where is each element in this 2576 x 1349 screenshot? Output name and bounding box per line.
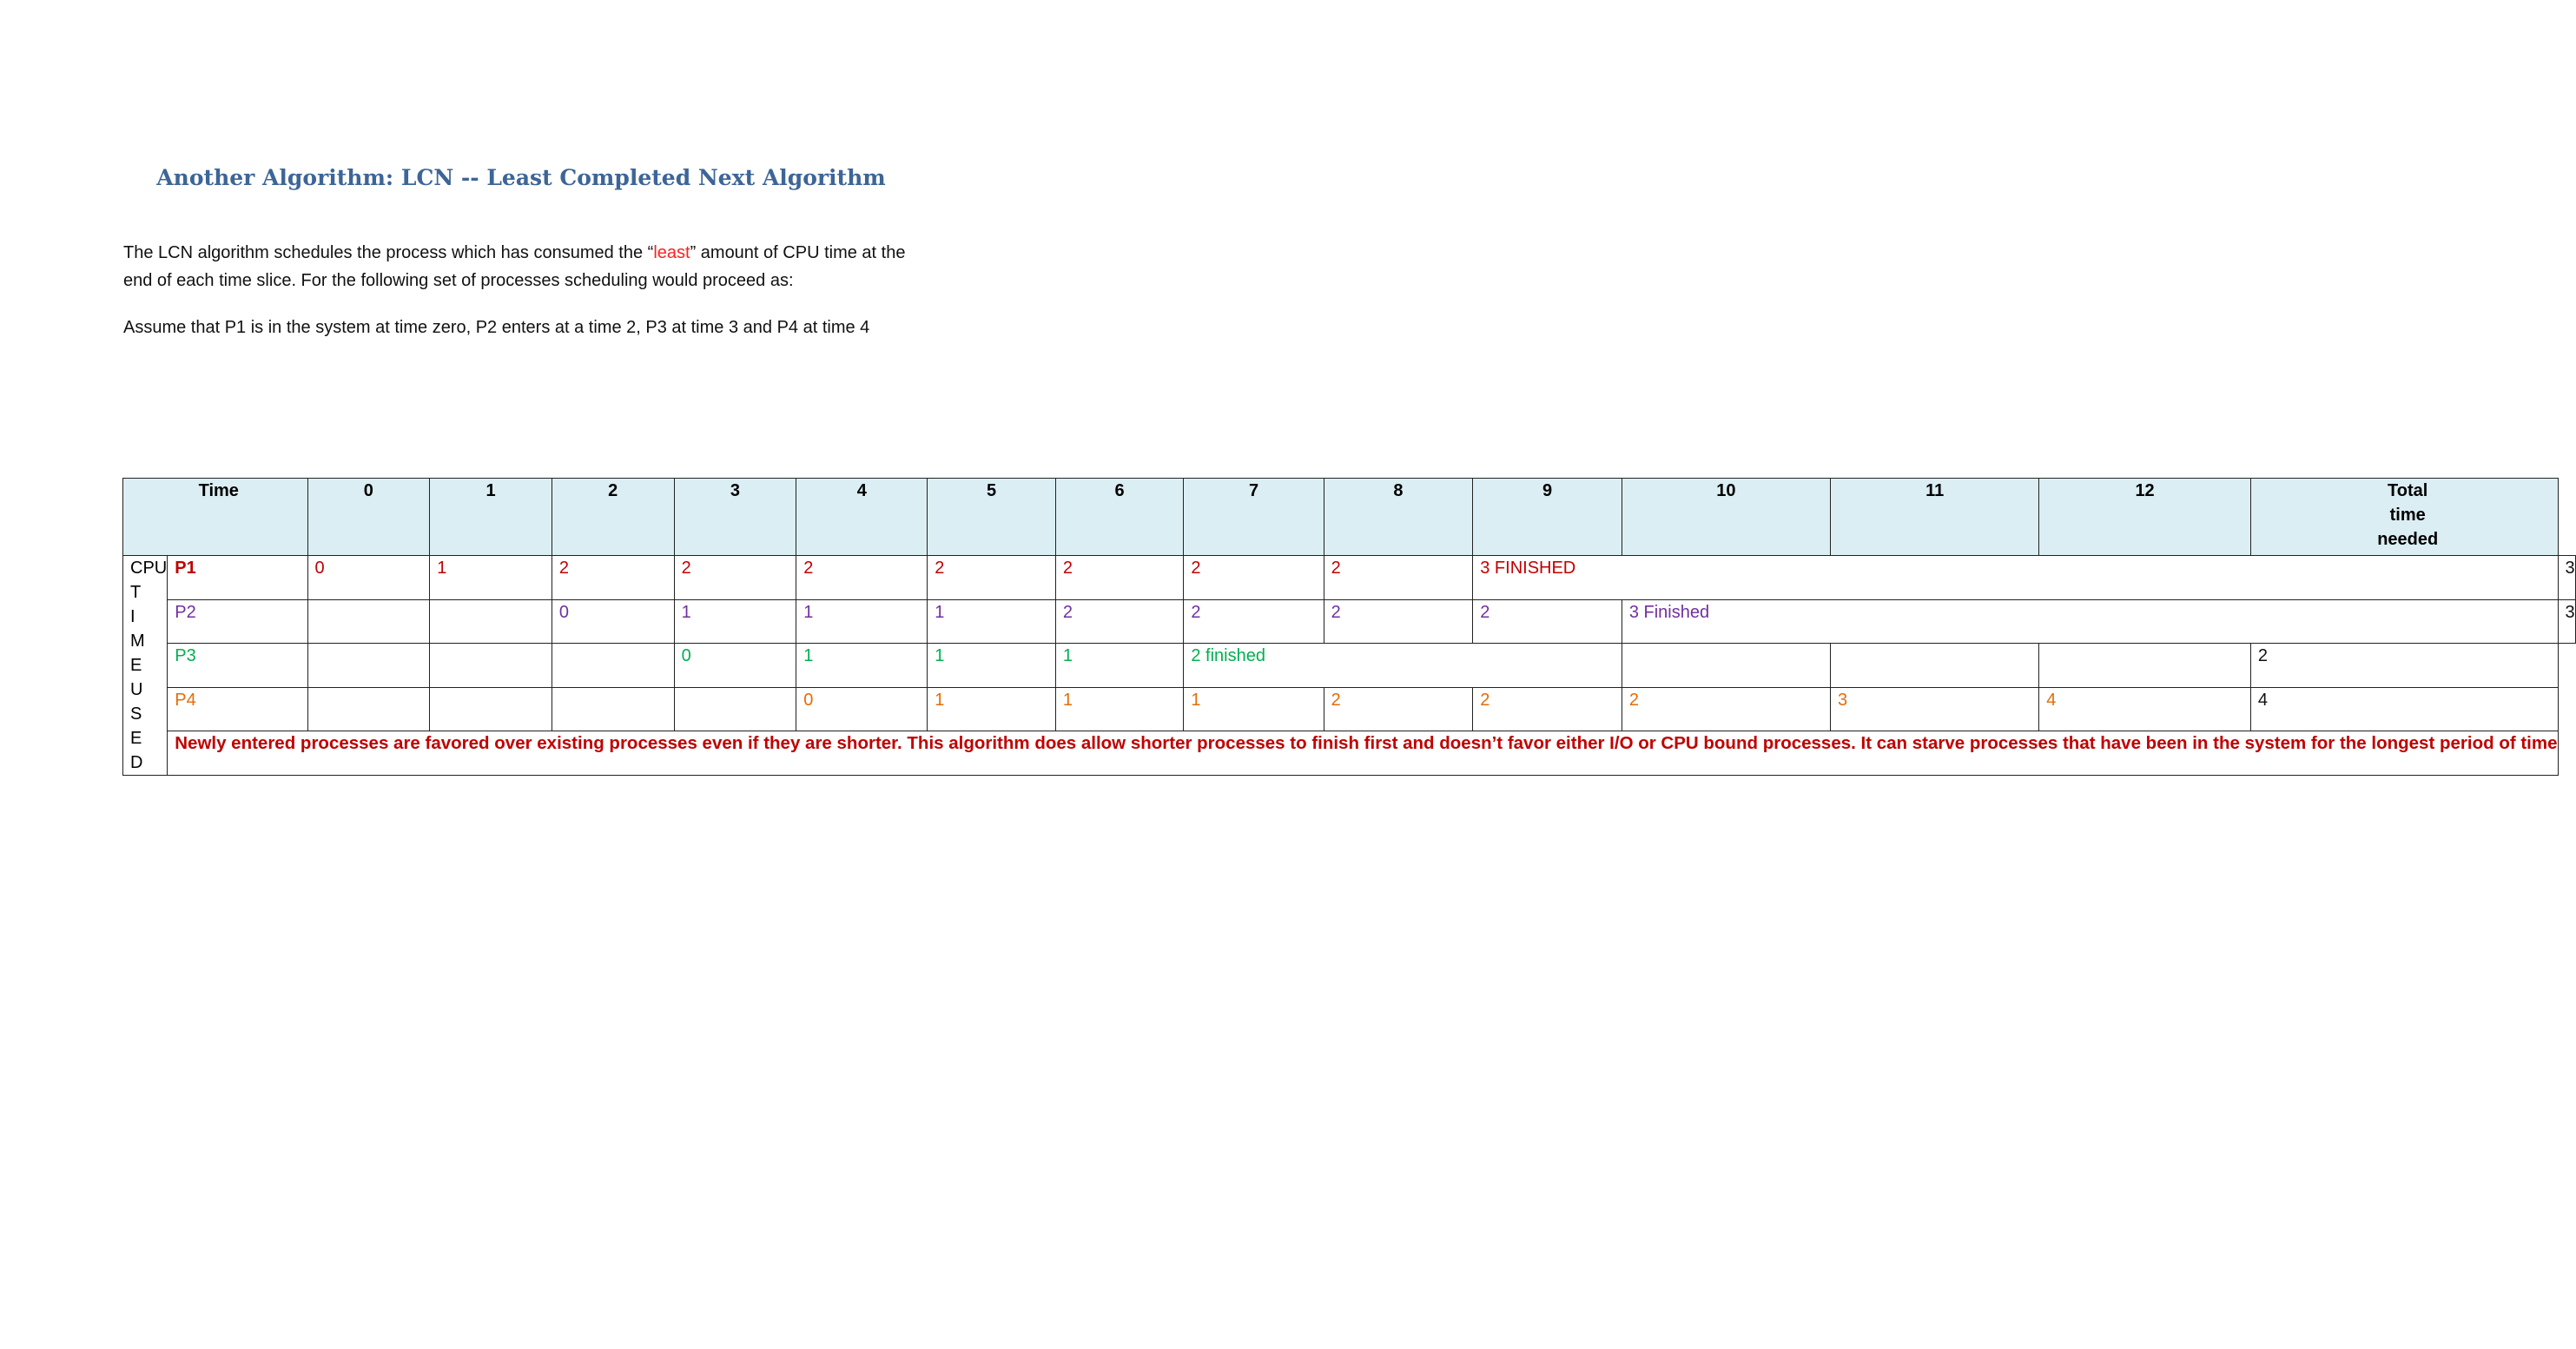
header-time-12: 12 bbox=[2039, 479, 2251, 556]
header-time-11: 11 bbox=[1831, 479, 2039, 556]
table-cell: 0 bbox=[552, 599, 674, 644]
intro-highlight: least bbox=[653, 243, 690, 262]
side-letter: I bbox=[130, 607, 135, 626]
table-cell bbox=[2039, 644, 2251, 688]
table-cell bbox=[552, 687, 674, 731]
table-cell bbox=[307, 599, 430, 644]
table-cell bbox=[674, 687, 796, 731]
header-time-7: 7 bbox=[1184, 479, 1324, 556]
table-cell: 2 bbox=[1324, 599, 1473, 644]
header-time-10: 10 bbox=[1622, 479, 1830, 556]
page-title: Another Algorithm: LCN -- Least Completed Next Algorithm bbox=[156, 165, 886, 190]
table-cell: 2 bbox=[674, 556, 796, 600]
header-time-3: 3 bbox=[674, 479, 796, 556]
table-header-row bbox=[123, 479, 2576, 556]
header-total-line-2: time bbox=[2389, 506, 2426, 525]
table-cell: 2 bbox=[1473, 687, 1622, 731]
side-letter: S bbox=[130, 704, 142, 724]
table-cell: 1 bbox=[674, 599, 796, 644]
table-cell: 3 bbox=[1831, 687, 2039, 731]
process-label-p4: P4 bbox=[168, 687, 307, 731]
table-cell bbox=[307, 644, 430, 688]
p2-finished-cell: 3 Finished bbox=[1622, 599, 2558, 644]
table-cell: 2 bbox=[1324, 556, 1473, 600]
side-letter: E bbox=[130, 656, 142, 675]
side-letter: E bbox=[130, 729, 142, 748]
table-cell: 2 bbox=[1184, 556, 1324, 600]
intro-text-before: The LCN algorithm schedules the process which has consumed the “ bbox=[123, 243, 654, 262]
header-time-2: 2 bbox=[552, 479, 674, 556]
table-cell: 2 bbox=[928, 556, 1056, 600]
header-time-9: 9 bbox=[1473, 479, 1622, 556]
table-cell: 2 bbox=[1055, 556, 1184, 600]
table-cell: 0 bbox=[307, 556, 430, 600]
header-time-4: 4 bbox=[796, 479, 928, 556]
table-cell: 2 bbox=[552, 556, 674, 600]
table-cell: 2 bbox=[1184, 599, 1324, 644]
table-cell: 2 bbox=[1055, 599, 1184, 644]
header-total-line-3: needed bbox=[2377, 530, 2439, 549]
process-label-p1: P1 bbox=[168, 556, 307, 600]
table-cell: 2 bbox=[796, 556, 928, 600]
p3-total: 2 bbox=[2250, 644, 2558, 688]
table-cell: 1 bbox=[430, 556, 552, 600]
table-cell bbox=[430, 644, 552, 688]
header-total-line-1: Total bbox=[2388, 481, 2428, 500]
header-time-8: 8 bbox=[1324, 479, 1473, 556]
intro-paragraph bbox=[123, 239, 922, 294]
header-time-6: 6 bbox=[1055, 479, 1184, 556]
p3-finished-cell: 2 finished bbox=[1184, 644, 1622, 688]
header-time: Time bbox=[123, 479, 308, 556]
table-cell: 2 bbox=[1622, 687, 1830, 731]
table-notes-row bbox=[123, 731, 2576, 776]
table-cell: 1 bbox=[1184, 687, 1324, 731]
side-letter: CPU bbox=[130, 559, 168, 578]
p1-total: 3 bbox=[2558, 556, 2575, 600]
table-cell bbox=[307, 687, 430, 731]
table-cell: 1 bbox=[1055, 687, 1184, 731]
table-cell: 1 bbox=[928, 644, 1056, 688]
side-label-cpu-time-used bbox=[123, 556, 168, 776]
assumption-paragraph: Assume that P1 is in the system at time zero, P2 enters at a time 2, P3 at time 3 and P4 at time 4 bbox=[123, 318, 870, 337]
p4-total: 4 bbox=[2250, 687, 2558, 731]
intro-text-after: ” amount of CPU time at the end of each time slice. For the following set of processes scheduling would proceed as: bbox=[123, 243, 906, 290]
table-cell bbox=[1831, 644, 2039, 688]
notes-cell: Newly entered processes are favored over existing processes even if they are shorter. This algorithm does allow shorter processes to finish first and doesn’t favor either I/O or CPU bound processes. It can starve processes that have been in the system for the longest period of time bbox=[168, 731, 2558, 776]
header-total bbox=[2250, 479, 2558, 556]
header-time-0: 0 bbox=[307, 479, 430, 556]
table-cell: 1 bbox=[796, 644, 928, 688]
table-row-p4 bbox=[123, 687, 2576, 731]
side-letter: T bbox=[130, 583, 142, 602]
table-cell: 0 bbox=[796, 687, 928, 731]
table-cell: 2 bbox=[1473, 599, 1622, 644]
table-cell: 2 bbox=[1324, 687, 1473, 731]
p2-total: 3 bbox=[2558, 599, 2575, 644]
table-cell: 1 bbox=[928, 687, 1056, 731]
table-cell: 0 bbox=[674, 644, 796, 688]
table-cell bbox=[430, 599, 552, 644]
table-cell: 1 bbox=[796, 599, 928, 644]
table-row-p3 bbox=[123, 644, 2576, 688]
process-label-p3: P3 bbox=[168, 644, 307, 688]
header-time-1: 1 bbox=[430, 479, 552, 556]
table-cell bbox=[430, 687, 552, 731]
table-row-p2 bbox=[123, 599, 2576, 644]
table-cell: 4 bbox=[2039, 687, 2251, 731]
p1-finished-cell: 3 FINISHED bbox=[1473, 556, 2558, 600]
table-cell: 1 bbox=[928, 599, 1056, 644]
table-cell: 1 bbox=[1055, 644, 1184, 688]
process-label-p2: P2 bbox=[168, 599, 307, 644]
table-cell bbox=[552, 644, 674, 688]
header-time-5: 5 bbox=[928, 479, 1056, 556]
table-row-p1 bbox=[123, 556, 2576, 600]
side-letter: M bbox=[130, 632, 145, 651]
side-letter: D bbox=[130, 753, 143, 772]
schedule-table bbox=[122, 478, 2576, 776]
table-cell bbox=[1622, 644, 1830, 688]
side-letter: U bbox=[130, 680, 143, 699]
